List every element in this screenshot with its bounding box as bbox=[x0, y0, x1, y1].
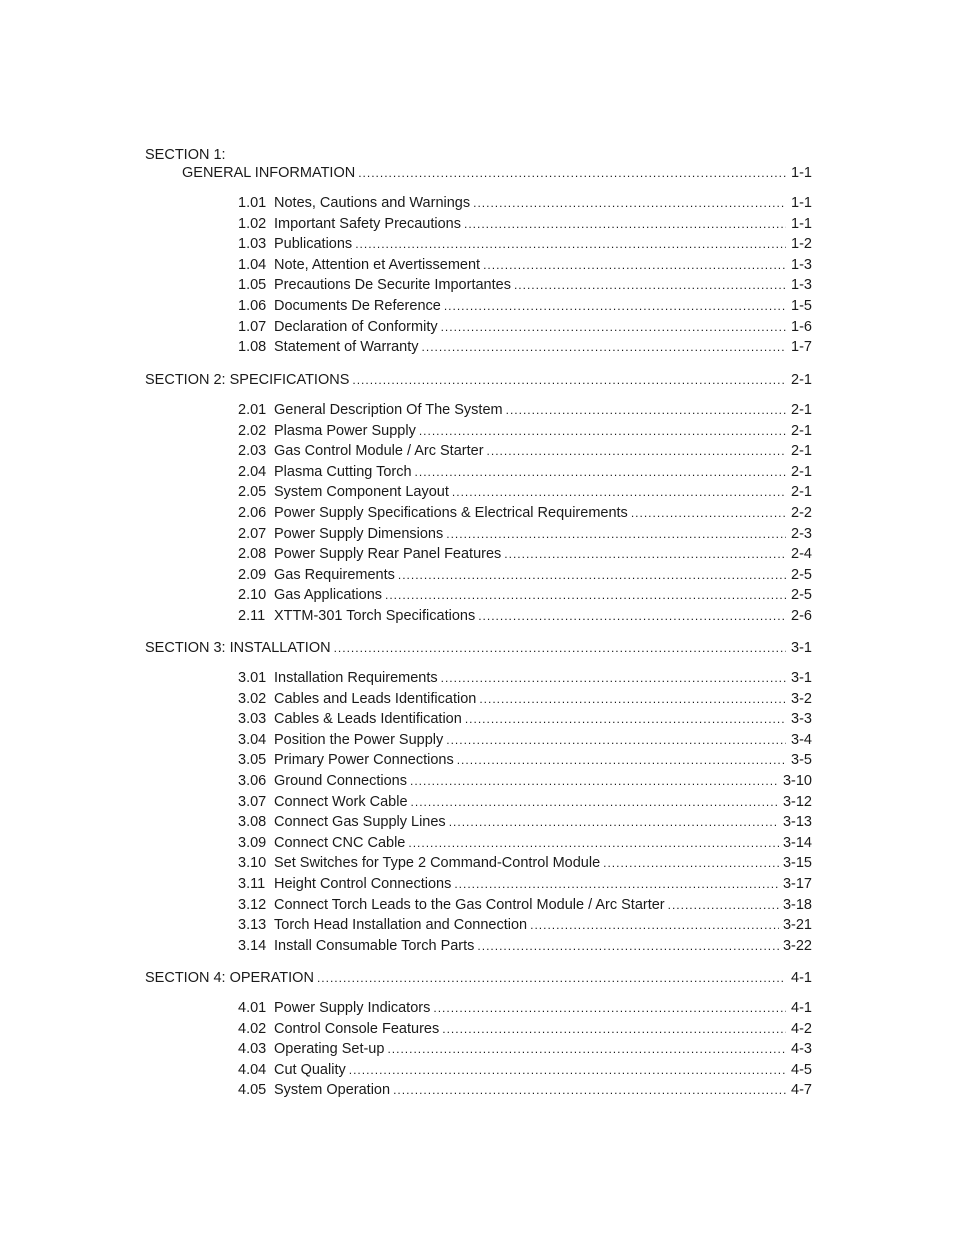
toc-entry bbox=[238, 915, 812, 935]
dot-leader bbox=[454, 874, 779, 894]
entry-title: Cables and Leads Identification bbox=[274, 690, 477, 707]
entry-number: 2.06 bbox=[238, 505, 267, 521]
page-number: 2-5 bbox=[791, 587, 812, 604]
entry-number: 3.03 bbox=[238, 711, 267, 728]
dot-leader bbox=[473, 193, 786, 213]
dot-leader bbox=[479, 689, 786, 709]
dot-leader bbox=[408, 833, 779, 853]
page-number: 1-7 bbox=[791, 339, 812, 356]
toc-entry bbox=[238, 1080, 812, 1100]
entry-title: Gas Requirements bbox=[274, 566, 395, 583]
toc-entry bbox=[238, 874, 812, 894]
page-number: 2-1 bbox=[791, 422, 812, 439]
entry-title: Gas Applications bbox=[274, 587, 383, 604]
entry-number: 3.13 bbox=[238, 917, 267, 934]
toc-entry bbox=[238, 317, 812, 337]
entry-title: Connect CNC Cable bbox=[274, 834, 406, 851]
page-number: 3-3 bbox=[791, 711, 812, 728]
page-number: 2-1 bbox=[791, 402, 812, 418]
dot-leader bbox=[355, 234, 786, 254]
dot-leader bbox=[411, 792, 779, 812]
entry-title: Connect Work Cable bbox=[274, 793, 408, 810]
entry-number: 3.14 bbox=[238, 937, 267, 954]
dot-leader bbox=[506, 400, 786, 420]
dot-leader bbox=[433, 998, 786, 1018]
toc-entry bbox=[238, 193, 812, 213]
entry-number: 2.04 bbox=[238, 463, 267, 480]
dot-leader bbox=[452, 482, 786, 502]
section-title: SECTION 3: INSTALLATION bbox=[145, 640, 331, 656]
page-number: 4-1 bbox=[791, 1000, 812, 1016]
page-number: 3-17 bbox=[782, 876, 812, 892]
entry-number: 3.06 bbox=[238, 773, 267, 789]
dot-leader bbox=[317, 968, 786, 988]
entry-title: XTTM-301 Torch Specifications bbox=[274, 608, 476, 624]
entry-title: Cables & Leads Identification bbox=[274, 711, 462, 728]
dot-leader bbox=[387, 1039, 786, 1059]
page-number: 3-10 bbox=[782, 773, 812, 789]
entry-number: 4.01 bbox=[238, 1000, 267, 1016]
dot-leader bbox=[358, 163, 786, 183]
section-title: GENERAL INFORMATION bbox=[182, 165, 356, 181]
dot-leader bbox=[441, 668, 786, 688]
dot-leader bbox=[668, 895, 779, 915]
entry-number: 4.02 bbox=[238, 1020, 267, 1037]
entry-number: 2.02 bbox=[238, 422, 267, 439]
entry-title: Plasma Power Supply bbox=[274, 422, 416, 439]
toc-entry bbox=[238, 750, 812, 770]
entry-number: 1.01 bbox=[238, 195, 267, 211]
entry-number: 1.06 bbox=[238, 298, 267, 314]
dot-leader bbox=[419, 421, 786, 441]
toc-entry bbox=[238, 565, 812, 585]
toc-entry bbox=[238, 214, 812, 234]
page-number: 3-18 bbox=[782, 896, 812, 913]
page-number: 4-2 bbox=[791, 1020, 812, 1037]
entry-title: Power Supply Rear Panel Features bbox=[274, 546, 502, 563]
entry-title: System Component Layout bbox=[274, 484, 449, 501]
entry-title: Publications bbox=[274, 236, 353, 253]
entry-number: 2.01 bbox=[238, 402, 267, 418]
page-number: 1-2 bbox=[791, 236, 812, 253]
entry-title: Gas Control Module / Arc Starter bbox=[274, 443, 484, 460]
dot-leader bbox=[398, 565, 786, 585]
entry-number: 3.02 bbox=[238, 690, 267, 707]
entry-number: 4.03 bbox=[238, 1041, 267, 1058]
entry-title: Set Switches for Type 2 Command-Control Module bbox=[274, 855, 601, 872]
page-number: 2-1 bbox=[791, 372, 812, 388]
toc-entry bbox=[238, 936, 812, 956]
dot-leader bbox=[441, 317, 786, 337]
toc-entry bbox=[238, 462, 812, 482]
section-2-entry bbox=[145, 370, 812, 390]
entry-title: Connect Gas Supply Lines bbox=[274, 814, 446, 831]
entry-title: Install Consumable Torch Parts bbox=[274, 937, 475, 954]
section-1-entry bbox=[182, 163, 812, 183]
entry-title: Position the Power Supply bbox=[274, 731, 444, 748]
entry-number: 1.02 bbox=[238, 215, 267, 232]
dot-leader bbox=[415, 462, 786, 482]
page-number: 2-3 bbox=[791, 525, 812, 542]
dot-leader bbox=[477, 936, 779, 956]
dot-leader bbox=[487, 441, 786, 461]
page-number: 3-5 bbox=[791, 752, 812, 769]
section-1-heading bbox=[145, 145, 812, 165]
entry-number: 3.01 bbox=[238, 670, 267, 686]
page-number: 3-1 bbox=[791, 670, 812, 686]
toc-entry bbox=[238, 689, 812, 709]
page-number: 1-3 bbox=[791, 277, 812, 294]
entry-number: 3.08 bbox=[238, 814, 267, 831]
dot-leader bbox=[410, 771, 779, 791]
dot-leader bbox=[631, 503, 786, 523]
entry-number: 1.04 bbox=[238, 256, 267, 273]
page-number: 3-13 bbox=[782, 814, 812, 831]
toc-entry bbox=[238, 1039, 812, 1059]
page-number: 3-21 bbox=[782, 917, 812, 934]
entry-number: 2.08 bbox=[238, 546, 267, 563]
toc-entry bbox=[238, 275, 812, 295]
dot-leader bbox=[393, 1080, 786, 1100]
page-number: 3-15 bbox=[782, 855, 812, 872]
entry-number: 1.07 bbox=[238, 318, 267, 335]
toc-entry bbox=[238, 709, 812, 729]
page-number: 3-4 bbox=[791, 731, 812, 748]
dot-leader bbox=[457, 750, 786, 770]
entry-number: 4.04 bbox=[238, 1061, 267, 1078]
page-number: 3-1 bbox=[791, 640, 812, 656]
entry-number: 2.03 bbox=[238, 443, 267, 460]
entry-title: Installation Requirements bbox=[274, 670, 438, 686]
entry-title: Ground Connections bbox=[274, 773, 407, 789]
entry-title: Plasma Cutting Torch bbox=[274, 463, 412, 480]
page-number: 3-2 bbox=[791, 690, 812, 707]
entry-title: Precautions De Securite Importantes bbox=[274, 277, 511, 294]
toc-entry bbox=[238, 833, 812, 853]
section-4-entry bbox=[145, 968, 812, 988]
toc-entry bbox=[238, 544, 812, 564]
toc-entry bbox=[238, 792, 812, 812]
page-number: 3-22 bbox=[782, 937, 812, 954]
page-number: 1-5 bbox=[791, 298, 812, 314]
entry-number: 2.11 bbox=[238, 608, 266, 624]
dot-leader bbox=[349, 1060, 786, 1080]
page-number: 1-1 bbox=[791, 165, 812, 181]
toc-entry bbox=[238, 441, 812, 461]
entry-number: 3.11 bbox=[238, 876, 266, 892]
entry-number: 1.03 bbox=[238, 236, 267, 253]
toc-entry bbox=[238, 895, 812, 915]
dot-leader bbox=[422, 337, 786, 357]
toc-entry bbox=[238, 812, 812, 832]
section-label: SECTION 1: bbox=[145, 147, 226, 163]
entry-title: General Description Of The System bbox=[274, 402, 503, 418]
page-number: 2-4 bbox=[791, 546, 812, 563]
page-number: 1-1 bbox=[791, 215, 812, 232]
page-number: 2-2 bbox=[791, 505, 812, 521]
toc-entry bbox=[238, 255, 812, 275]
dot-leader bbox=[504, 544, 786, 564]
entry-number: 3.09 bbox=[238, 834, 267, 851]
entry-number: 3.07 bbox=[238, 793, 267, 810]
entry-title: Power Supply Indicators bbox=[274, 1000, 431, 1016]
page-number: 1-1 bbox=[791, 195, 812, 211]
dot-leader bbox=[483, 255, 786, 275]
page-number: 3-14 bbox=[782, 834, 812, 851]
page-number: 4-5 bbox=[791, 1061, 812, 1078]
dot-leader bbox=[530, 915, 779, 935]
entry-title: Documents De Reference bbox=[274, 298, 441, 314]
entry-title: Power Supply Specifications & Electrical Requirements bbox=[274, 505, 628, 521]
toc-entry bbox=[238, 853, 812, 873]
toc-entry bbox=[238, 234, 812, 254]
section-title: SECTION 4: OPERATION bbox=[145, 970, 314, 986]
entry-title: Cut Quality bbox=[274, 1061, 346, 1078]
entry-number: 1.08 bbox=[238, 339, 267, 356]
entry-number: 2.09 bbox=[238, 566, 267, 583]
page-number: 4-7 bbox=[791, 1082, 812, 1099]
entry-number: 1.05 bbox=[238, 277, 267, 294]
entry-number: 3.05 bbox=[238, 752, 267, 769]
dot-leader bbox=[446, 524, 786, 544]
entry-number: 2.07 bbox=[238, 525, 267, 542]
entry-title: Statement of Warranty bbox=[274, 339, 419, 356]
dot-leader bbox=[385, 585, 786, 605]
entry-title: Declaration of Conformity bbox=[274, 318, 438, 335]
dot-leader bbox=[603, 853, 779, 873]
entry-title: Power Supply Dimensions bbox=[274, 525, 444, 542]
dot-leader bbox=[514, 275, 786, 295]
page-number: 1-6 bbox=[791, 318, 812, 335]
dot-leader bbox=[444, 296, 786, 316]
toc-entry bbox=[238, 606, 812, 626]
entry-title: Operating Set-up bbox=[274, 1041, 385, 1058]
toc-entry bbox=[238, 998, 812, 1018]
dot-leader bbox=[478, 606, 786, 626]
page-number: 2-1 bbox=[791, 443, 812, 460]
entry-title: Height Control Connections bbox=[274, 876, 452, 892]
entry-title: Important Safety Precautions bbox=[274, 215, 461, 232]
entry-title: Note, Attention et Avertissement bbox=[274, 256, 481, 273]
toc-entry bbox=[238, 1019, 812, 1039]
toc-entry bbox=[238, 668, 812, 688]
toc-entry bbox=[238, 771, 812, 791]
entry-title: Torch Head Installation and Connection bbox=[274, 917, 528, 934]
toc-entry bbox=[238, 296, 812, 316]
entry-number: 3.12 bbox=[238, 896, 267, 913]
page-number: 2-6 bbox=[791, 608, 812, 624]
dot-leader bbox=[334, 638, 786, 658]
dot-leader bbox=[465, 709, 786, 729]
toc-entry bbox=[238, 585, 812, 605]
page-number: 2-1 bbox=[791, 463, 812, 480]
dot-leader bbox=[446, 730, 786, 750]
page-number: 3-12 bbox=[782, 793, 812, 810]
entry-number: 2.05 bbox=[238, 484, 267, 501]
toc-entry bbox=[238, 482, 812, 502]
entry-number: 3.04 bbox=[238, 731, 267, 748]
entry-title: Primary Power Connections bbox=[274, 752, 454, 769]
toc-entry bbox=[238, 730, 812, 750]
page-number: 4-3 bbox=[791, 1041, 812, 1058]
dot-leader bbox=[464, 214, 786, 234]
toc-entry bbox=[238, 421, 812, 441]
toc-entry bbox=[238, 337, 812, 357]
page-number: 1-3 bbox=[791, 256, 812, 273]
toc-entry bbox=[238, 503, 812, 523]
toc-entry bbox=[238, 1060, 812, 1080]
entry-title: Notes, Cautions and Warnings bbox=[274, 195, 471, 211]
entry-number: 3.10 bbox=[238, 855, 267, 872]
toc-entry bbox=[238, 400, 812, 420]
page-number: 2-5 bbox=[791, 566, 812, 583]
entry-title: Control Console Features bbox=[274, 1020, 440, 1037]
page-number: 2-1 bbox=[791, 484, 812, 501]
entry-number: 4.05 bbox=[238, 1082, 267, 1099]
toc-entry bbox=[238, 524, 812, 544]
entry-title: System Operation bbox=[274, 1082, 391, 1099]
page-number: 4-1 bbox=[791, 970, 812, 986]
dot-leader bbox=[449, 812, 779, 832]
entry-number: 2.10 bbox=[238, 587, 267, 604]
dot-leader bbox=[352, 370, 786, 390]
section-3-entry bbox=[145, 638, 812, 658]
entry-title: Connect Torch Leads to the Gas Control Module / Arc Starter bbox=[274, 896, 665, 913]
dot-leader bbox=[442, 1019, 786, 1039]
section-title: SECTION 2: SPECIFICATIONS bbox=[145, 372, 350, 388]
